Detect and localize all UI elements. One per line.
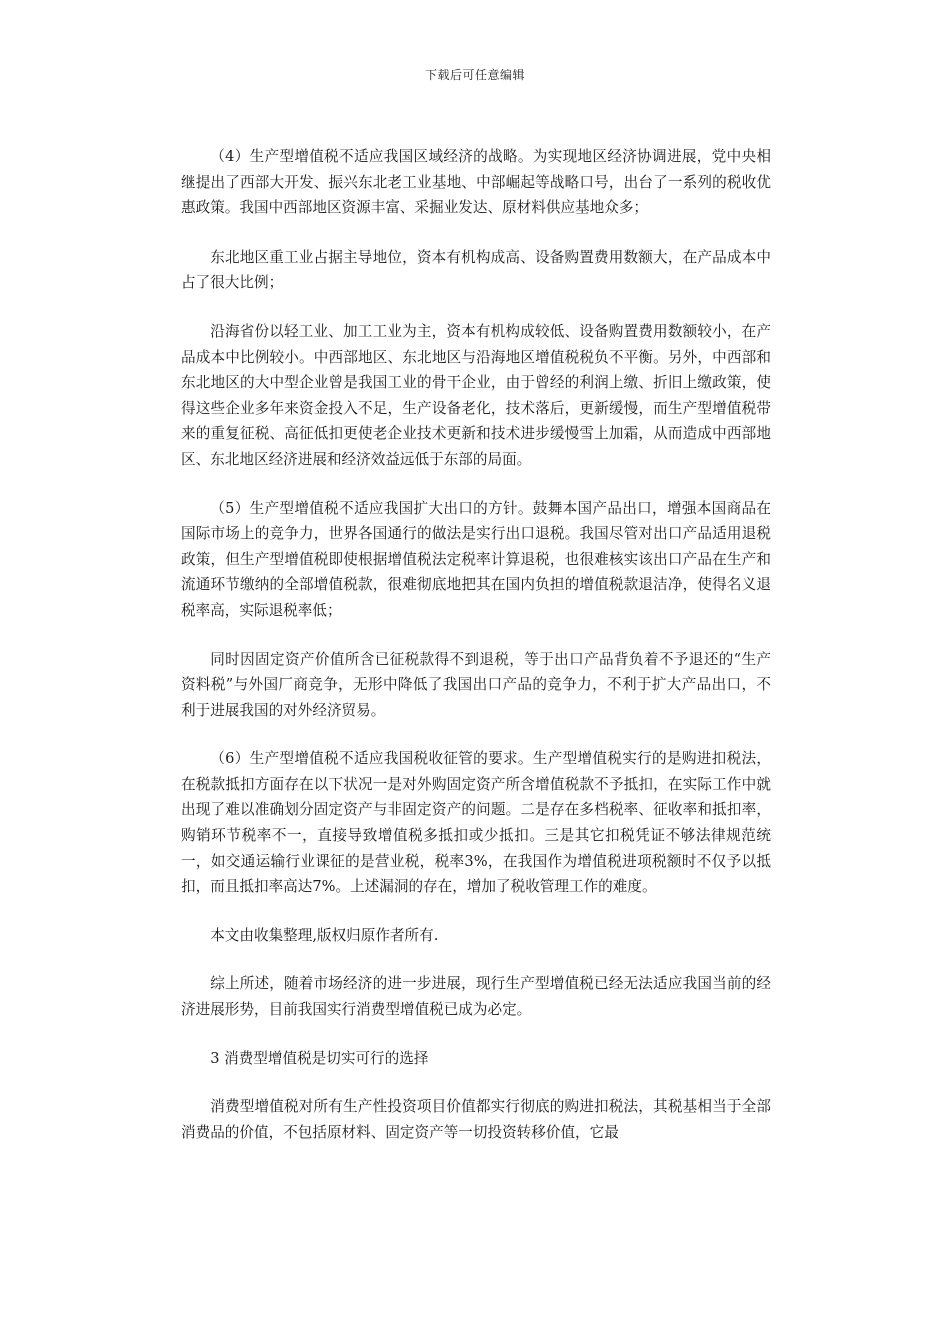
paragraph-fixed-asset-refund: 同时因固定资产价值所含已征税款得不到退税，等于出口产品背负着不予退还的“生产资料税”与外国厂商竞争，无形中降低了我国出口产品的竞争力，不利于扩大产品出口，不利于进展我国的对外经济贸易。	[181, 650, 771, 719]
paragraph-copyright-note: 本文由收集整理,版权归原作者所有.	[210, 926, 439, 944]
paragraph-6-tax-administration: （6）生产型增值税不适应我国税收征管的要求。生产型增值税实行的是购进扣税法，在税款抵扣方面存在以下状况一是对外购固定资产所含增值税款不予抵扣，在实际工作中就出现了难以准确划分固定资产与非固定资产的问题。二是存在多档税率、征收率和抵扣率，购销环节税率不一，直接导致增值税多抵扣或少抵扣。三是其它扣税凭证不够法律规范统一，如交通运输行业课征的是营业税，税率3%，在我国作为增值税进项税额时不仅予以抵扣，而且抵扣率高达7%。上述漏洞的存在，增加了税收管理工作的难度。	[181, 750, 771, 896]
paragraph-northeast-heavy-industry: 东北地区重工业占据主导地位，资本有机构成高、设备购置费用数额大，在产品成本中占了很大比例；	[181, 248, 771, 292]
paragraph-coastal-provinces: 沿海省份以轻工业、加工工业为主，资本有机构成较低、设备购置费用数额较小，在产品成本中比例较小。中西部地区、东北地区与沿海地区增值税税负不平衡。另外，中西部和东北地区的大中型企业曾是我国工业的骨干企业，由于曾经的利润上缴、折旧上缴政策，使得这些企业多年来资金投入不足，生产设备老化，技术落后，更新缓慢，而生产型增值税带来的重复征税、高征低扣更使老企业技术更新和技术进步缓慢雪上加霜，从而造成中西部地区、东北地区经济进展和经济效益远低于东部的局面。	[181, 322, 771, 468]
page-header: 下载后可任意编辑	[424, 68, 525, 82]
paragraph-consumption-vat: 消费型增值税对所有生产性投资项目价值都实行彻底的购进扣税法，其税基相当于全部消费品的价值，不包括原材料、固定资产等一切投资转移价值，它最	[181, 1098, 771, 1141]
document-body	[181, 144, 771, 1168]
section-heading-3: 3 消费型增值税是切实可行的选择	[210, 1049, 429, 1067]
paragraph-summary: 综上所述，随着市场经济的进一步进展，现行生产型增值税已经无法适应我国当前的经济进展形势，目前我国实行消费型增值税已成为必定。	[181, 975, 771, 1019]
paragraph-5-export-policy: （5）生产型增值税不适应我国扩大出口的方针。鼓舞本国产品出口，增强本国商品在国际市场上的竞争力，世界各国通行的做法是实行出口退税。我国尽管对出口产品适用退税政策，但生产型增值税即使根据增值税法定税率计算退税，也很难核实该出口产品在生产和流通环节缴纳的全部增值税款，很难彻底地把其在国内负担的增值税款退洁净，使得名义退税率高，实际退税率低；	[181, 499, 771, 619]
paragraph-4-regional-strategy: （4）生产型增值税不适应我国区域经济的战略。为实现地区经济协调进展，党中央相继提出了西部大开发、振兴东北老工业基地、中部崛起等战略口号，出台了一系列的税收优惠政策。我国中西部地区资源丰富、采掘业发达、原材料供应基地众多；	[181, 148, 771, 217]
